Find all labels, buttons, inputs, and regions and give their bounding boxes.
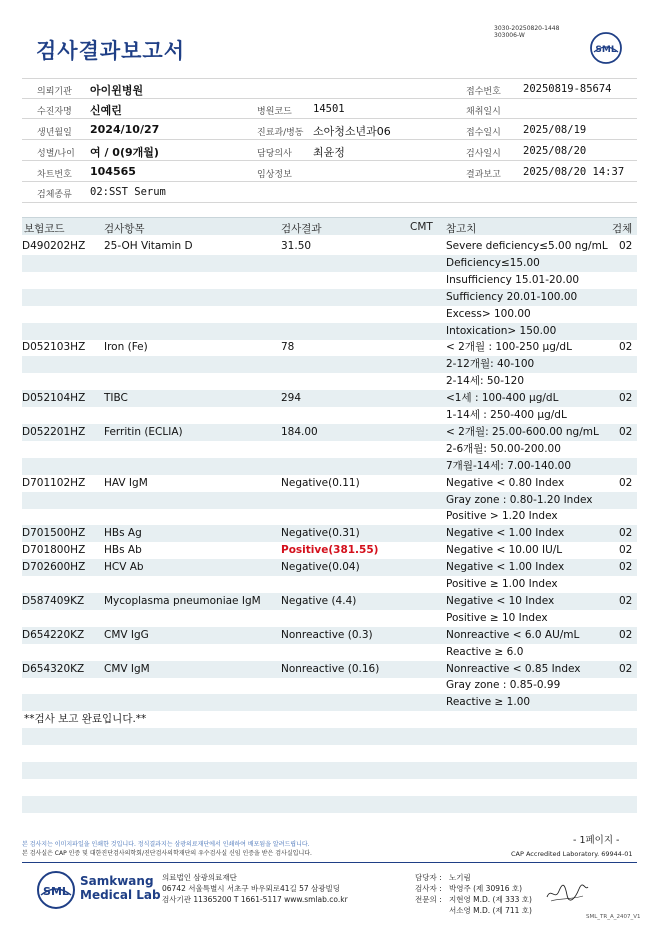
- page-number: - 1페이지 -: [573, 835, 620, 846]
- report-title: 검사결과보고서: [36, 39, 186, 63]
- organization-name: 의료법인 삼광의료재단: [162, 873, 237, 882]
- test-result: Nonreactive (0.16): [281, 662, 380, 675]
- test-result: 294: [281, 392, 302, 405]
- reference-range: Reactive ≥ 6.0: [446, 645, 524, 658]
- test-item: HBs Ab: [104, 544, 142, 557]
- chart-no-label: 차트번호: [37, 170, 72, 180]
- organization-address: 06742 서울특별시 서초구 바우뫼로41길 57 삼광빌딩: [162, 884, 341, 893]
- test-item: CMV IgM: [104, 662, 150, 675]
- insurance-code: D701500HZ: [22, 527, 86, 540]
- specimen-code: 02: [619, 628, 633, 641]
- reference-range: Positive ≥ 1.00 Index: [446, 578, 558, 590]
- specimen-code: 02: [619, 662, 633, 675]
- reference-range: < 2개월 : 100-250 μg/dL: [446, 341, 572, 354]
- birth-label: 생년월일: [37, 128, 72, 138]
- specimen-code: 02: [619, 594, 633, 607]
- insurance-code: D702600HZ: [22, 561, 86, 574]
- test-item: Iron (Fe): [104, 341, 148, 354]
- test-result: 78: [281, 341, 295, 354]
- examiner-label: 검사자 :: [415, 884, 442, 893]
- row-stripe: [22, 796, 637, 813]
- test-item: Mycoplasma pneumoniae IgM: [104, 594, 261, 607]
- reference-range: Gray zone : 0.85-0.99: [446, 679, 561, 692]
- test-date-value: 2025/08/20: [523, 145, 587, 157]
- specialist-label: 전문의 :: [415, 895, 442, 904]
- birth-value: 2024/10/27: [90, 123, 160, 136]
- test-result: Negative(0.31): [281, 527, 360, 540]
- insurance-code: D490202HZ: [22, 240, 86, 252]
- row-stripe: [22, 356, 637, 373]
- test-result: Negative (4.4): [281, 594, 357, 607]
- test-item: 25-OH Vitamin D: [104, 240, 193, 252]
- test-item: HCV Ab: [104, 561, 144, 574]
- hospital-code-label: 병원코드: [257, 107, 292, 117]
- footer-notes: [22, 840, 312, 858]
- form-code: SML_TR_A_2407_V1: [586, 914, 641, 920]
- insurance-code: D654220KZ: [22, 628, 85, 641]
- staff-value: 노기림: [449, 873, 471, 882]
- insurance-code: D052201HZ: [22, 425, 86, 438]
- reference-range: Positive > 1.20 Index: [446, 510, 558, 523]
- reference-range: Severe deficiency≤5.00 ng/mL: [446, 240, 608, 252]
- footer-note-accreditation: 본 검사실은 CAP 인증 및 대한진단검사의학회/진단검사의학재단의 우수검사실 신임 인증을 받은 검사실입니다.: [22, 850, 312, 857]
- reference-range: Negative < 10.00 IU/L: [446, 544, 563, 557]
- doctor-label: 담당의사: [257, 149, 292, 159]
- divider: [22, 118, 637, 119]
- signature-icon: [545, 879, 590, 905]
- reference-range: 2-6개월: 50.00-200.00: [446, 442, 561, 455]
- reference-range: Positive ≥ 10 Index: [446, 611, 548, 624]
- reference-range: Negative < 1.00 Index: [446, 527, 565, 540]
- divider: [22, 181, 637, 182]
- reference-range: Sufficiency 20.01-100.00: [446, 290, 578, 303]
- reference-range: Deficiency≤15.00: [446, 256, 540, 269]
- specimen-code: 02: [619, 240, 633, 252]
- reference-range: Negative < 0.80 Index: [446, 476, 565, 489]
- specimen-code: 02: [619, 527, 633, 540]
- divider: [22, 98, 637, 99]
- column-header-code: 보험코드: [24, 223, 65, 235]
- reference-range: Insufficiency 15.01-20.00: [446, 273, 580, 286]
- institution-label: 의뢰기관: [37, 87, 72, 97]
- hospital-code-value: 14501: [313, 103, 345, 115]
- reference-range: 7개월-14세: 7.00-140.00: [446, 459, 572, 472]
- clinical-info-label: 임상정보: [257, 170, 292, 180]
- insurance-code: D052104HZ: [22, 392, 86, 405]
- report-date-value: 2025/08/20 14:37: [523, 166, 625, 178]
- test-result: Negative(0.11): [281, 476, 360, 489]
- divider: [22, 160, 637, 161]
- divider: [22, 78, 637, 79]
- lab-name-line-1: Samkwang: [80, 874, 154, 888]
- reference-range: Negative < 1.00 Index: [446, 561, 565, 574]
- lab-name-line-2: Medical Lab: [80, 888, 161, 902]
- reference-range: Gray zone : 0.80-1.20 Index: [446, 493, 593, 506]
- chart-no-value: 104565: [90, 165, 136, 178]
- specimen-code: 02: [619, 341, 633, 354]
- reference-range: < 2개월: 25.00-600.00 ng/mL: [446, 425, 599, 438]
- test-item: Ferritin (ECLIA): [104, 425, 183, 438]
- column-header-reference: 참고치: [446, 223, 477, 235]
- receipt-no-value: 20250819-85674: [523, 83, 612, 95]
- collection-date-label: 채취일시: [466, 107, 501, 117]
- institution-value: 아이윈병원: [90, 84, 144, 97]
- divider: [22, 202, 637, 203]
- test-result: 184.00: [281, 425, 318, 438]
- sml-logo-text: SML: [595, 45, 617, 55]
- document-code: [494, 25, 559, 39]
- results-table-header: [22, 217, 637, 235]
- sex-age-value: 여 / 0(9개월): [90, 146, 159, 159]
- reference-range: Intoxication> 150.00: [446, 324, 557, 337]
- patient-label: 수진자명: [37, 107, 72, 117]
- insurance-code: D701800HZ: [22, 544, 86, 557]
- test-result: 31.50: [281, 240, 312, 252]
- reference-range: Excess> 100.00: [446, 307, 531, 320]
- sml-logo-icon: [36, 870, 76, 910]
- row-stripe: [22, 762, 637, 779]
- specialist-1: 지현영 M.D. (제 333 호): [449, 895, 532, 904]
- test-result: Nonreactive (0.3): [281, 628, 373, 641]
- row-stripe: [22, 255, 637, 272]
- sml-logo-icon: [590, 32, 622, 64]
- report-date-label: 결과보고: [466, 170, 501, 180]
- patient-value: 신예린: [90, 104, 122, 117]
- specimen-code: 02: [619, 392, 633, 405]
- test-result: Negative(0.04): [281, 561, 360, 574]
- receipt-no-label: 접수번호: [466, 87, 501, 97]
- divider: [22, 139, 637, 140]
- test-date-label: 검사일시: [466, 149, 501, 159]
- insurance-code: D701102HZ: [22, 476, 86, 489]
- document-code-line-2: 303006-W: [494, 32, 525, 39]
- cap-accreditation: CAP Accredited Laboratory. 69944-01: [511, 850, 633, 858]
- column-header-result: 검사결과: [281, 223, 322, 235]
- test-item: HAV IgM: [104, 476, 148, 489]
- test-item: CMV IgG: [104, 628, 149, 641]
- column-header-item: 검사항목: [104, 223, 145, 235]
- test-item: TIBC: [104, 392, 128, 405]
- report-complete-note: **검사 보고 완료입니다.**: [24, 713, 147, 726]
- specimen-code: 02: [619, 425, 633, 438]
- examiner-value: 박영주 (제 30916 호): [449, 884, 523, 893]
- specimen-code: 02: [619, 561, 633, 574]
- row-stripe: [22, 728, 637, 745]
- sex-age-label: 성별/나이: [37, 149, 75, 159]
- reference-range: Nonreactive < 0.85 Index: [446, 662, 581, 675]
- reference-range: 2-12개월: 40-100: [446, 358, 535, 371]
- insurance-code: D052103HZ: [22, 341, 86, 354]
- document-code-line-1: 3030-20250820-1448: [494, 25, 560, 32]
- lab-name: [80, 874, 161, 902]
- specimen-code: 02: [619, 544, 633, 557]
- test-result-positive: Positive(381.55): [281, 544, 379, 557]
- reference-range: <1세 : 100-400 μg/dL: [446, 392, 559, 405]
- row-stripe: [22, 694, 637, 711]
- reference-range: Nonreactive < 6.0 AU/mL: [446, 628, 580, 641]
- reference-range: 1-14세 : 250-400 μg/dL: [446, 409, 567, 421]
- specimen-code: 02: [619, 476, 633, 489]
- sml-logo-text: SML: [43, 885, 69, 898]
- footer-note-print: 본 검사지는 이미지파일을 인쇄한 것입니다. 정식결과지는 삼광의료재단에서 인쇄하여 배포됨을 알려드립니다.: [22, 841, 310, 848]
- column-header-cmt: CMT: [410, 221, 433, 233]
- insurance-code: D587409KZ: [22, 594, 85, 607]
- reference-range: 2-14세: 50-120: [446, 375, 525, 388]
- insurance-code: D654320KZ: [22, 662, 85, 675]
- footer-divider: [22, 862, 637, 863]
- reference-range: Negative < 10 Index: [446, 594, 555, 607]
- column-header-specimen: 검체: [612, 223, 633, 235]
- specimen-type-value: 02:SST Serum: [90, 186, 166, 198]
- specialist-2: 서소영 M.D. (제 711 호): [449, 906, 532, 915]
- dept-label: 진료과/병동: [257, 128, 304, 138]
- dept-value: 소아청소년과06: [313, 125, 391, 138]
- receipt-date-label: 접수일시: [466, 128, 501, 138]
- test-item: HBs Ag: [104, 527, 142, 540]
- organization-contact: 검사기관 11365200 T 1661-5117 www.smlab.co.kr: [162, 895, 348, 904]
- specimen-type-label: 검체종류: [37, 190, 72, 200]
- staff-label: 담당자 :: [415, 873, 442, 882]
- doctor-value: 최윤정: [313, 146, 345, 159]
- reference-range: Reactive ≥ 1.00: [446, 696, 531, 709]
- receipt-date-value: 2025/08/19: [523, 124, 587, 136]
